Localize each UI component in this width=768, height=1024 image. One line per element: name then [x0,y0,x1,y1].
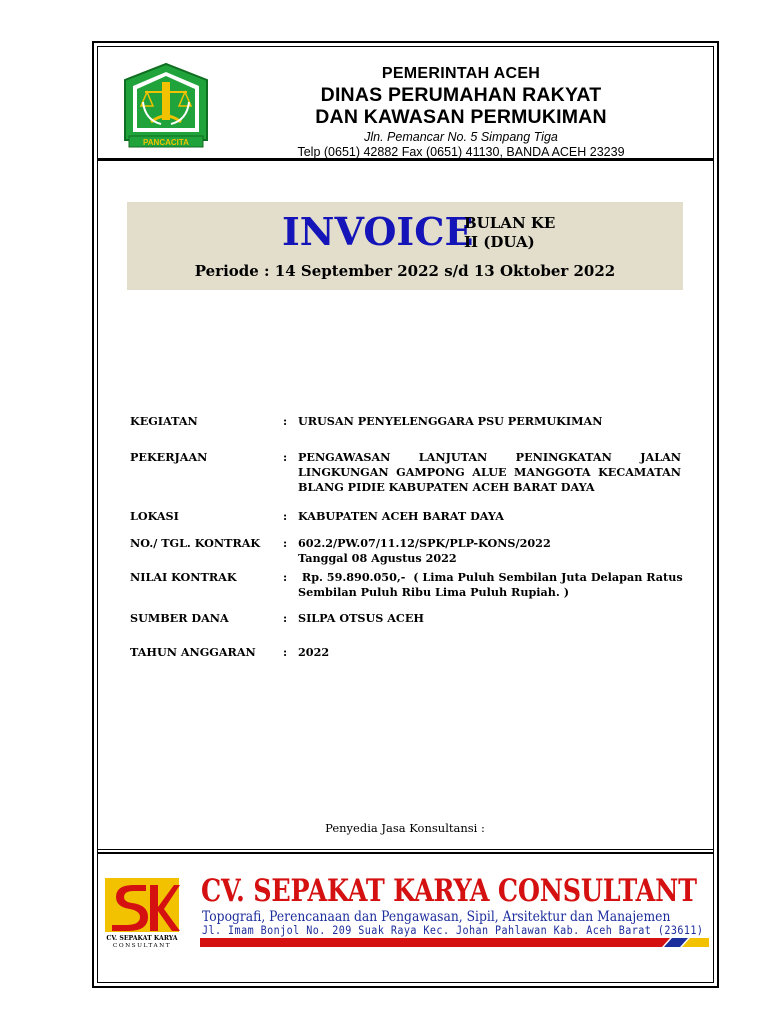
invoice-month [464,214,555,252]
contract-value-words: Sembilan Puluh Ribu Lima Puluh Rupiah. ) [298,585,570,599]
company-name: CV. SEPAKAT KARYA CONSULTANT [201,873,697,909]
field-label: PEKERJAAN [130,450,208,464]
field-value: PENGAWASAN LANJUTAN PENINGKATAN JALAN LINGKUNGAN GAMPONG ALUE MANGGOTA KECAMATAN BLANG PIDIE KABUPATEN ACEH BARAT DAYA [298,450,681,494]
company-services: Topografi, Perencanaan dan Pengawasan, Sipil, Arsitektur dan Manajemen [202,909,671,925]
field-colon: : [283,645,288,659]
contract-date: Tanggal 08 Agustus 2022 [298,551,457,565]
field-value: KABUPATEN ACEH BARAT DAYA [298,509,504,523]
invoice-banner [127,202,683,290]
footer-divider-thick [97,852,714,854]
field-label: NILAI KONTRAK [130,570,237,584]
logo-ribbon-text: PANCACITA [143,138,189,147]
field-colon: : [283,450,288,464]
footer-divider-thin [97,849,714,850]
field-value [298,536,681,566]
contract-number: 602.2/PW.07/11.12/SPK/PLP-KONS/2022 [298,536,551,550]
field-colon: : [283,414,288,428]
company-color-stripe [200,938,709,947]
contract-value: Rp. 59.890.050,- ( Lima Puluh Sembilan Juta Delapan Ratus [298,570,683,584]
field-label: LOKASI [130,509,179,523]
letterhead-line1: PEMERINTAH ACEH [381,65,541,82]
letterhead-address: Jln. Pemancar No. 5 Simpang Tiga [364,130,558,144]
field-value: 2022 [298,645,330,659]
provider-caption: Penyedia Jasa Konsultansi : [325,821,485,835]
letterhead [236,64,686,160]
field-colon: : [283,536,288,550]
letterhead-line2: DINAS PERUMAHAN RAKYAT [320,84,602,106]
field-label: TAHUN ANGGARAN [130,645,256,659]
invoice-title: INVOICE [282,209,474,254]
letterhead-contact: Telp (0651) 42882 Fax (0651) 41130, BANDA ACEH 23239 [297,145,625,159]
field-value [298,570,681,600]
field-colon: : [283,570,288,584]
field-value: SILPA OTSUS ACEH [298,611,424,625]
sepakat-karya-logo [104,877,180,949]
invoice-month-value: II (DUA) [464,233,535,251]
logo-caption-line2: CONSULTANT [112,943,172,949]
field-label: SUMBER DANA [130,611,229,625]
logo-caption-line1: CV. SEPAKAT KARYA [106,935,178,942]
invoice-month-label: BULAN KE [464,214,556,232]
invoice-period: Periode : 14 September 2022 s/d 13 Oktober 2022 [194,262,616,280]
field-value: URUSAN PENYELENGGARA PSU PERMUKIMAN [298,414,603,428]
field-label: NO./ TGL. KONTRAK [130,536,261,550]
field-colon: : [283,509,288,523]
letterhead-line3: DAN KAWASAN PERMUKIMAN [315,106,607,128]
field-label: KEGIATAN [130,414,198,428]
aceh-emblem-logo [117,62,215,152]
company-address: Jl. Imam Bonjol No. 209 Suak Raya Kec. Johan Pahlawan Kab. Aceh Barat (23611) [202,924,704,937]
field-colon: : [283,611,288,625]
